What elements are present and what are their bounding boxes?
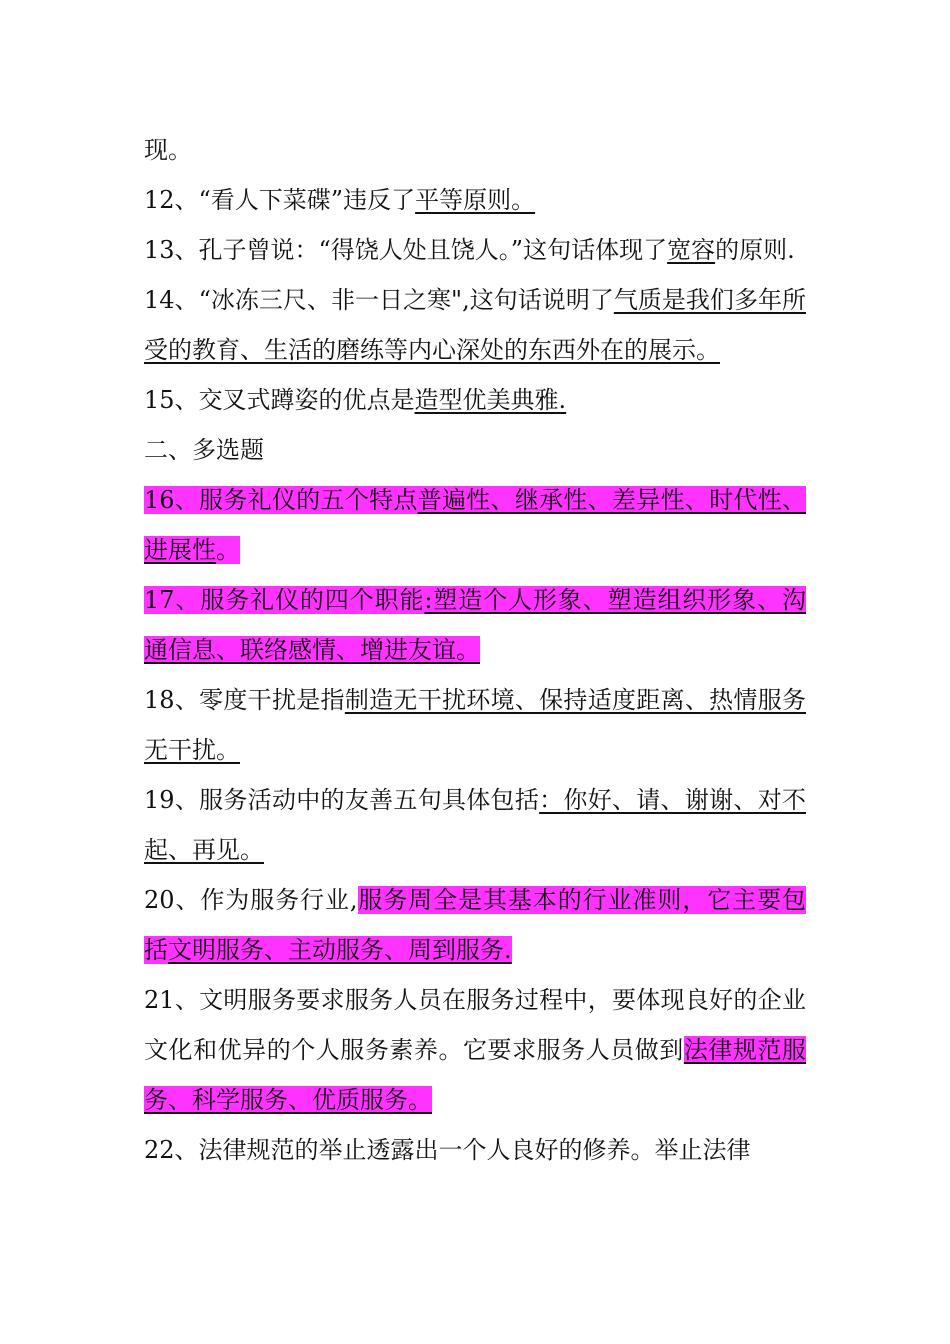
paragraph-q19 — [144, 775, 806, 875]
answer-text: ：你好、请、谢谢、对不起、再见。 — [144, 786, 806, 864]
paragraph-q15 — [144, 375, 806, 425]
paragraph-q22 — [144, 1125, 806, 1175]
highlighted-text: 17、服务礼仪的四个职能 — [144, 586, 425, 614]
question-text: 14、“冰冻三尺、非一日之寒",这句话说明了 — [144, 286, 614, 314]
question-text: 二、多选题 — [144, 436, 264, 464]
paragraph-q17 — [144, 575, 806, 675]
paragraph-p-cont — [144, 125, 806, 175]
question-text: 12、“看人下菜碟”违反了 — [144, 186, 416, 214]
highlighted-text: 16、服务礼仪的五个特点 — [144, 486, 418, 514]
question-text: 20、作为服务行业, — [144, 886, 358, 914]
question-text: 13、孔子曾说：“得饶人处且饶人。”这句话体现了 — [144, 236, 668, 264]
question-text: 19、服务活动中的友善五句具体包括 — [144, 786, 540, 814]
paragraph-q18 — [144, 675, 806, 775]
document-body — [144, 125, 806, 1175]
highlighted-text: 服务周全是其基本的行业准则，它主要包括 — [144, 886, 806, 964]
question-text: 15、交叉式蹲姿的优点是 — [144, 386, 415, 414]
highlighted-text: 。 — [216, 536, 240, 564]
paragraph-q21 — [144, 975, 806, 1125]
highlighted-text: :塑造个人形象、塑造组织形象、沟通信息、联络感情、增进友谊。 — [144, 586, 806, 664]
question-text: 18、零度干扰是指 — [144, 686, 345, 714]
question-text: 22、法律规范的举止透露出一个人良好的修养。举止法律 — [144, 1136, 751, 1164]
paragraph-q12 — [144, 175, 806, 225]
paragraph-q14 — [144, 275, 806, 375]
section-heading — [144, 425, 806, 475]
answer-text: 平等原则。 — [415, 186, 536, 214]
question-text: 现。 — [144, 136, 192, 164]
answer-text: 气质是我们多年所受的教育、生活的磨练等内心深处的东西外在的展示。 — [144, 286, 806, 364]
answer-text: 制造无干扰环境、保持适度距离、热情服务无干扰。 — [144, 686, 807, 764]
question-text: 21、文明服务要求服务人员在服务过程中，要体现良好的企业文化和优异的个人服务素养。它要求服务人员做到 — [144, 986, 806, 1064]
highlighted-text: 法律规范服务、科学服务、优质服务。 — [144, 1036, 807, 1114]
highlighted-text: 普遍性、继承性、差异性、时代性、进展性 — [144, 486, 807, 564]
highlighted-text: 文明服务、主动服务、周到服务. — [168, 936, 512, 964]
answer-text: 宽容 — [667, 236, 716, 264]
paragraph-q16 — [144, 475, 806, 575]
paragraph-q13 — [144, 225, 806, 275]
question-text: 的原则. — [715, 236, 795, 264]
answer-text: 造型优美典雅. — [414, 386, 567, 414]
paragraph-q20 — [144, 875, 806, 975]
